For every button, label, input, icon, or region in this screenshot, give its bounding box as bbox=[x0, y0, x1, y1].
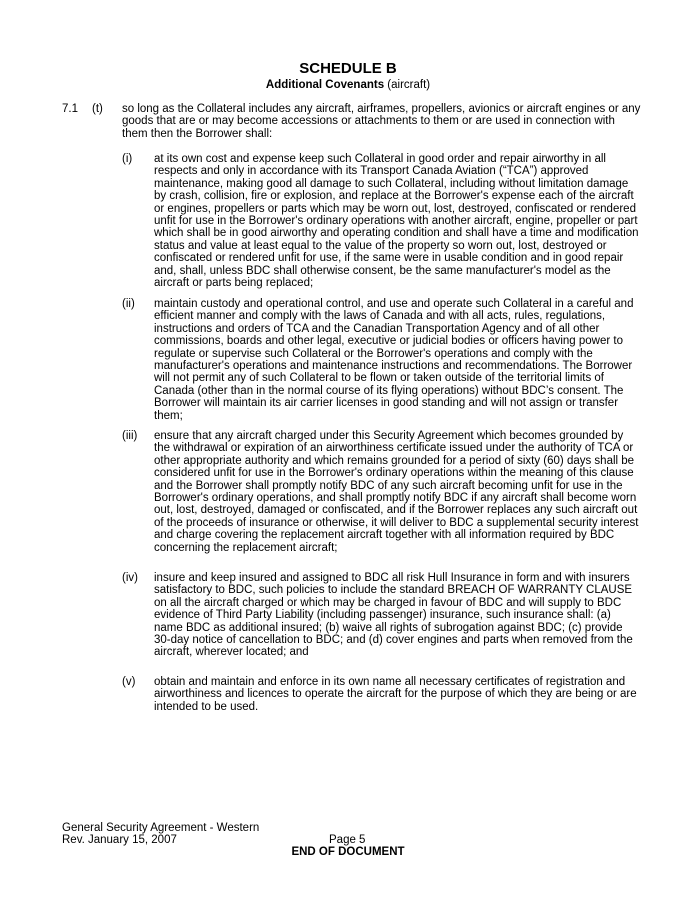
section-number: 7.1 bbox=[62, 103, 78, 115]
item-label-v: (v) bbox=[122, 676, 136, 688]
footer-document-name: General Security Agreement - Western bbox=[62, 822, 260, 834]
item-text-iv: insure and keep insured and assigned to BDC all risk Hull Insurance in form and with insurers satisfactory to BDC, such policies to include the standard BREACH OF WARRANTY CLAUSE on all the aircraft charged or which may be charged in favour of BDC and will supply to BDC evidence of Third Party Liability (including passenger) insurance, such insurance shall: (a) name BDC as additional insured; (b) waive all rights of subrogation against BDC; (c) provide 30-day notice of cancellation to BDC; and (d) cover engines and parts when removed from the aircraft, wherever located; and bbox=[154, 572, 633, 659]
schedule-title: SCHEDULE B bbox=[299, 60, 397, 77]
section-intro: so long as the Collateral includes any aircraft, airframes, propellers, avionics or aircraft engines or any goods that are or may become accessions or attachments to them or are used in connection with them then the Borrower shall: bbox=[122, 103, 641, 140]
schedule-subtitle bbox=[0, 78, 696, 92]
footer-revision: Rev. January 15, 2007 bbox=[62, 834, 177, 846]
item-text-iii: ensure that any aircraft charged under this Security Agreement which becomes grounded by the withdrawal or expiration of an airworthiness certificate issued under the authority of TCA or other appropriate authority and which remains grounded for a period of sixty (60) days shall be considered unfit for use in the Borrower's ordinary operations within the meaning of this clause and the Borrower shall promptly notify BDC of any such aircraft becoming unfit for use in the Borrower's ordinary operations, and shall promptly notify BDC if any aircraft shall become worn out, lost, destroyed, damaged or confiscated, and if the Borrower replaces any such aircraft out of the proceeds of insurance or otherwise, it will deliver to BDC a supplemental security interest and charge covering the replacement aircraft together with all information required by BDC concerning the replacement aircraft; bbox=[154, 430, 639, 554]
footer-page-number: Page 5 bbox=[329, 834, 366, 846]
subtitle-bold-text: Additional Covenants bbox=[265, 79, 385, 91]
item-label-i: (i) bbox=[122, 153, 133, 165]
section-letter: (t) bbox=[92, 103, 103, 115]
end-of-document: END OF DOCUMENT bbox=[291, 846, 405, 858]
item-text-i: at its own cost and expense keep such Collateral in good order and repair airworthy in all respects and only in accordance with its Transport Canada Aviation (“TCA”) approved maintenance, making good all damage to such Collateral, including without limitation damage by crash, collision, fire or explosion, and replace at the Borrower's expense each of the aircraft or engines, propellers or parts which may be worn out, lost, destroyed, confiscated or rendered unfit for use in the Borrower's ordinary operations with another aircraft, engine, propeller or part which shall be in good airworthy and operating condition and shall have a time and modification status and value at least equal to the value of the property so worn out, lost, destroyed or confiscated or rendered unfit for use, if the same were in usable condition and in good repair and, shall, unless BDC shall otherwise consent, be the same manufacturer's model as the aircraft or parts being replaced; bbox=[154, 153, 639, 290]
item-label-ii: (ii) bbox=[122, 298, 135, 310]
item-text-ii: maintain custody and operational control, and use and operate such Collateral in a careful and efficient manner and comply with the laws of Canada and with all acts, rules, regulations, instructions and orders of TCA and the Canadian Transportation Agency and of all other commissions, boards and other legal, executive or judicial bodies or officers having power to regulate or supervise such Collateral or the Borrower's operations and comply with the manufacturer's operations and maintenance instructions and recommendations. The Borrower will not permit any of such Collateral to be flown or taken outside of the territorial limits of Canada (other than in the normal course of its flying operations) without BDC’s consent. The Borrower will maintain its air carrier licenses in good standing and will not assign or transfer them; bbox=[154, 298, 634, 422]
item-label-iv: (iv) bbox=[122, 572, 138, 584]
item-label-iii: (iii) bbox=[122, 430, 138, 442]
item-text-v: obtain and maintain and enforce in its own name all necessary certificates of registration and airworthiness and licences to operate the aircraft for the purpose of which they are being or are intended to be used. bbox=[154, 676, 637, 713]
subtitle-rest-text: (aircraft) bbox=[384, 79, 431, 91]
